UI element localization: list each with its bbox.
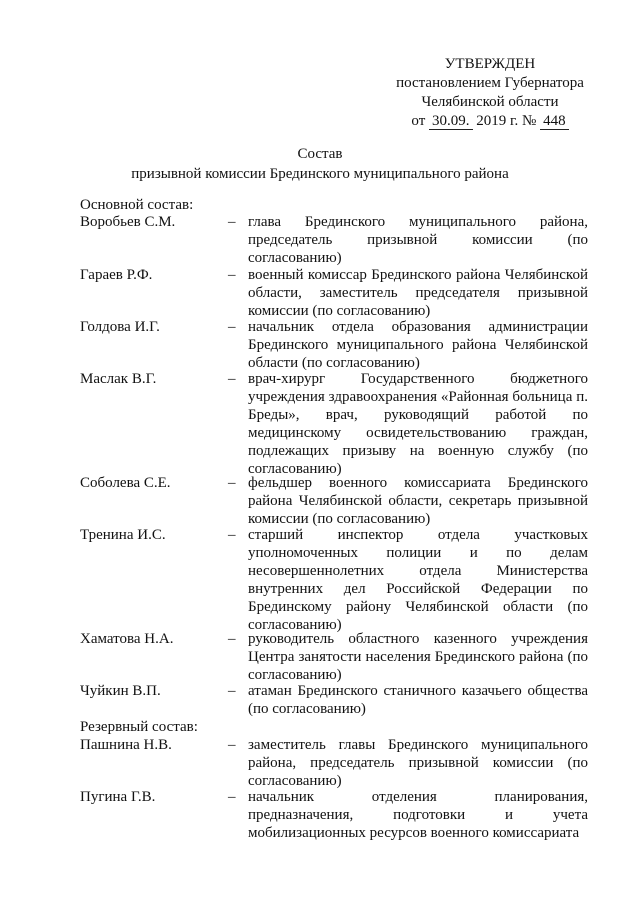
approval-year-text: 2019 г. № <box>476 113 537 129</box>
member-role: начальник отдела образования администрации Брединского муниципального района Челябинской области (по согласованию) <box>248 319 588 371</box>
approval-number-value: 448 <box>540 113 569 130</box>
member-name: Маслак В.Г. <box>80 371 157 387</box>
member-name: Воробьев С.М. <box>80 214 176 230</box>
member-role: заместитель главы Брединского муниципального района, председатель призывной комиссии (по согласованию) <box>248 737 588 789</box>
approval-decree-line: постановлением Губернатора <box>396 75 584 91</box>
member-name: Хаматова Н.А. <box>80 631 174 647</box>
member-role: фельдшер военного комиссариата Брединского района Челябинской области, секретарь призывной комиссии (по согласованию) <box>248 475 588 527</box>
member-role: атаман Брединского станичного казачьего общества (по согласованию) <box>248 683 588 717</box>
member-dash: – <box>228 789 236 805</box>
member-dash: – <box>228 371 236 387</box>
member-dash: – <box>228 319 236 335</box>
title-line-1: Состав <box>297 146 343 162</box>
document-title <box>0 144 640 184</box>
member-role: старший инспектор отдела участковых уполномоченных полиции и по делам несовершеннолетних отдела Министерства внутренних дел Российской Федерации по Брединскому району Челябинской области (по согласованию) <box>248 527 588 633</box>
member-name: Чуйкин В.П. <box>80 683 161 699</box>
approval-date-line <box>380 112 600 131</box>
member-role: военный комиссар Брединского района Челябинской области, заместитель председателя призывной комиссии (по согласованию) <box>248 267 588 319</box>
member-dash: – <box>228 527 236 543</box>
main-composition-label: Основной состав: <box>80 197 194 213</box>
approval-date-prefix: от <box>411 113 426 129</box>
approval-date-value: 30.09. <box>429 113 473 130</box>
member-name: Пашнина Н.В. <box>80 737 172 753</box>
member-dash: – <box>228 737 236 753</box>
member-role: врач-хирург Государственного бюджетного учреждения здравоохранения «Районная больница п. Бреды», врач, руководящий работой по медицинскому освидетельствованию граждан, подлежащих призыву на военную службу (по согласованию) <box>248 371 588 477</box>
member-name: Тренина И.С. <box>80 527 166 543</box>
member-dash: – <box>228 683 236 699</box>
member-name: Гараев Р.Ф. <box>80 267 153 283</box>
title-line-2: призывной комиссии Брединского муниципального района <box>131 166 509 182</box>
member-dash: – <box>228 214 236 230</box>
member-dash: – <box>228 267 236 283</box>
approval-region-line: Челябинской области <box>421 94 559 110</box>
member-role: начальник отделения планирования, предназначения, подготовки и учета мобилизационных ресурсов военного комиссариата <box>248 789 588 841</box>
approval-heading: УТВЕРЖДЕН <box>444 56 536 72</box>
member-role: руководитель областного казенного учреждения Центра занятости населения Брединского района (по согласованию) <box>248 631 588 683</box>
member-name: Голдова И.Г. <box>80 319 160 335</box>
member-dash: – <box>228 631 236 647</box>
member-name: Соболева С.Е. <box>80 475 171 491</box>
member-dash: – <box>228 475 236 491</box>
member-role: глава Брединского муниципального района, председатель призывной комиссии (по согласованию) <box>248 214 588 266</box>
reserve-composition-label: Резервный состав: <box>80 719 198 735</box>
member-name: Пугина Г.В. <box>80 789 156 805</box>
approval-block <box>380 55 600 131</box>
